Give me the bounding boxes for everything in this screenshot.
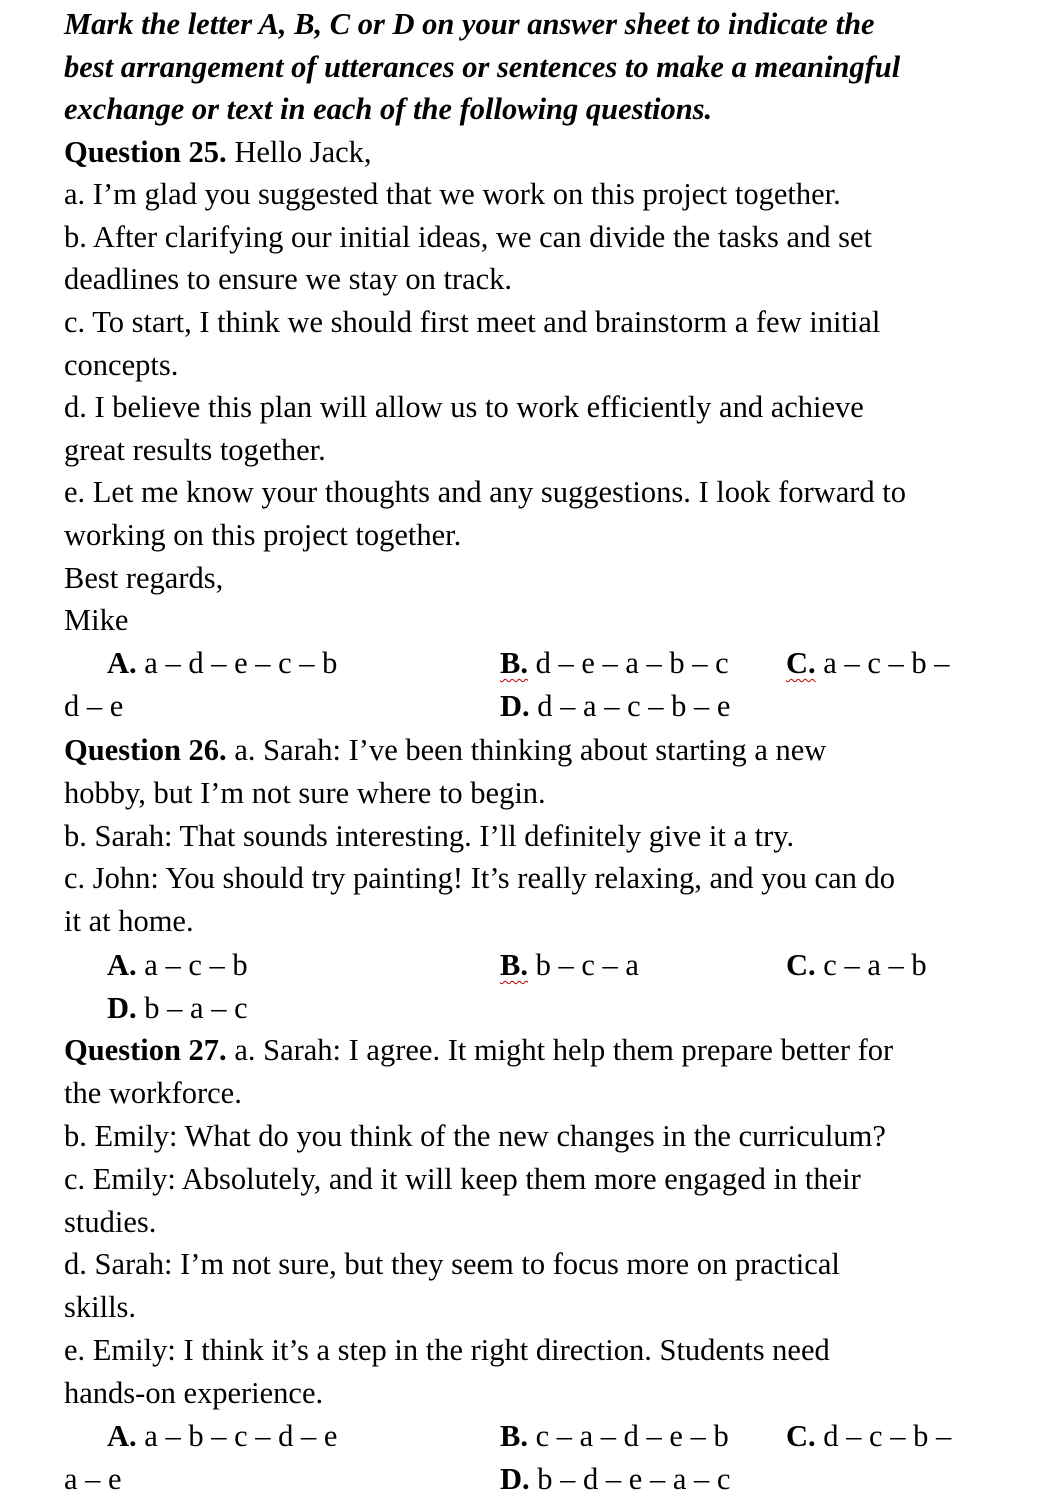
instructions-line-2: best arrangement of utterances or sentences to make a meaningful — [64, 50, 901, 84]
q25-option-d-letter: D. — [500, 689, 530, 723]
q27-option-c[interactable] — [786, 1418, 951, 1454]
q25-intro: Hello Jack, — [226, 135, 372, 169]
q26-option-d[interactable] — [107, 990, 248, 1026]
q25-label: Question 25. — [64, 135, 227, 169]
q27-sentence-c-line2: studies. — [64, 1205, 157, 1239]
q26-sentence-a-line1: a. Sarah: I’ve been thinking about starting a new — [226, 733, 827, 767]
q27-option-d-letter: D. — [500, 1462, 530, 1496]
q27-option-a-letter: A. — [107, 1419, 137, 1453]
q27-sentence-d-line2: skills. — [64, 1290, 137, 1324]
q25-heading — [64, 134, 372, 170]
q25-option-a-letter: A. — [107, 646, 137, 680]
q25-option-c-letter: C. — [786, 646, 816, 680]
q25-option-d-text: d – a – c – b – e — [529, 689, 731, 723]
q26-option-b[interactable] — [500, 947, 639, 983]
q25-sentence-a: a. I’m glad you suggested that we work on this project together. — [64, 177, 841, 211]
q26-option-b-text: b – c – a — [527, 948, 639, 982]
q26-sentence-a-line2: hobby, but I’m not sure where to begin. — [64, 776, 546, 810]
q26-option-c[interactable] — [786, 947, 927, 983]
q25-sentence-c-line1: c. To start, I think we should first meet and brainstorm a few initial — [64, 305, 881, 339]
q26-option-b-letter: B. — [500, 948, 528, 982]
instructions-line-3: exchange or text in each of the following questions. — [64, 92, 713, 126]
q26-sentence-c-line1: c. John: You should try painting! It’s really relaxing, and you can do — [64, 861, 896, 895]
q25-option-c[interactable] — [786, 645, 949, 681]
q27-option-b-text: c – a – d – e – b — [527, 1419, 729, 1453]
q26-option-a[interactable] — [107, 947, 248, 983]
q27-heading — [64, 1032, 893, 1068]
q26-option-d-text: b – a – c — [136, 991, 248, 1025]
q27-sentence-a-line2: the workforce. — [64, 1076, 242, 1110]
q26-option-a-text: a – c – b — [136, 948, 248, 982]
q25-sentence-e-line1: e. Let me know your thoughts and any suggestions. I look forward to — [64, 475, 906, 509]
q27-label: Question 27. — [64, 1033, 227, 1067]
q26-label: Question 26. — [64, 733, 227, 767]
q25-option-b[interactable] — [500, 645, 729, 681]
q27-option-c-continued: a – e — [64, 1462, 122, 1496]
q25-sentence-d-line1: d. I believe this plan will allow us to work efficiently and achieve — [64, 390, 864, 424]
q27-option-b-letter: B. — [500, 1419, 528, 1453]
q25-closing: Best regards, — [64, 561, 224, 595]
q25-signature: Mike — [64, 603, 129, 637]
instructions-line-1: Mark the letter A, B, C or D on your answer sheet to indicate the — [64, 7, 875, 41]
q27-sentence-e-line1: e. Emily: I think it’s a step in the right direction. Students need — [64, 1333, 830, 1367]
q27-option-d-text: b – d – e – a – c — [529, 1462, 731, 1496]
q27-sentence-c-line1: c. Emily: Absolutely, and it will keep them more engaged in their — [64, 1162, 861, 1196]
q26-option-c-text: c – a – b — [815, 948, 927, 982]
q26-sentence-c-line2: it at home. — [64, 904, 194, 938]
q26-sentence-b: b. Sarah: That sounds interesting. I’ll definitely give it a try. — [64, 819, 795, 853]
q26-option-c-letter: C. — [786, 948, 816, 982]
q25-sentence-c-line2: concepts. — [64, 348, 179, 382]
q25-sentence-d-line2: great results together. — [64, 433, 326, 467]
q27-option-b[interactable] — [500, 1418, 729, 1454]
q26-option-a-letter: A. — [107, 948, 137, 982]
q27-sentence-e-line2: hands-on experience. — [64, 1376, 324, 1410]
q25-option-b-letter: B. — [500, 646, 528, 680]
q25-option-d[interactable] — [500, 688, 730, 724]
q25-sentence-b-line2: deadlines to ensure we stay on track. — [64, 262, 513, 296]
q27-sentence-d-line1: d. Sarah: I’m not sure, but they seem to focus more on practical — [64, 1247, 840, 1281]
q25-sentence-b-line1: b. After clarifying our initial ideas, we can divide the tasks and set — [64, 220, 873, 254]
q27-sentence-b: b. Emily: What do you think of the new changes in the curriculum? — [64, 1119, 886, 1153]
q27-option-a[interactable] — [107, 1418, 337, 1454]
q26-option-d-letter: D. — [107, 991, 137, 1025]
q25-option-c-continued: d – e — [64, 689, 124, 723]
q25-option-a-text: a – d – e – c – b — [136, 646, 338, 680]
q27-option-c-letter: C. — [786, 1419, 816, 1453]
q27-option-a-text: a – b – c – d – e — [136, 1419, 338, 1453]
q26-heading — [64, 732, 826, 768]
q25-option-a[interactable] — [107, 645, 337, 681]
q25-option-b-text: d – e – a – b – c — [527, 646, 729, 680]
q25-sentence-e-line2: working on this project together. — [64, 518, 462, 552]
q25-option-c-text: a – c – b – — [815, 646, 950, 680]
q27-option-c-text: d – c – b – — [815, 1419, 952, 1453]
q27-sentence-a-line1: a. Sarah: I agree. It might help them prepare better for — [226, 1033, 894, 1067]
q27-option-d[interactable] — [500, 1461, 730, 1497]
